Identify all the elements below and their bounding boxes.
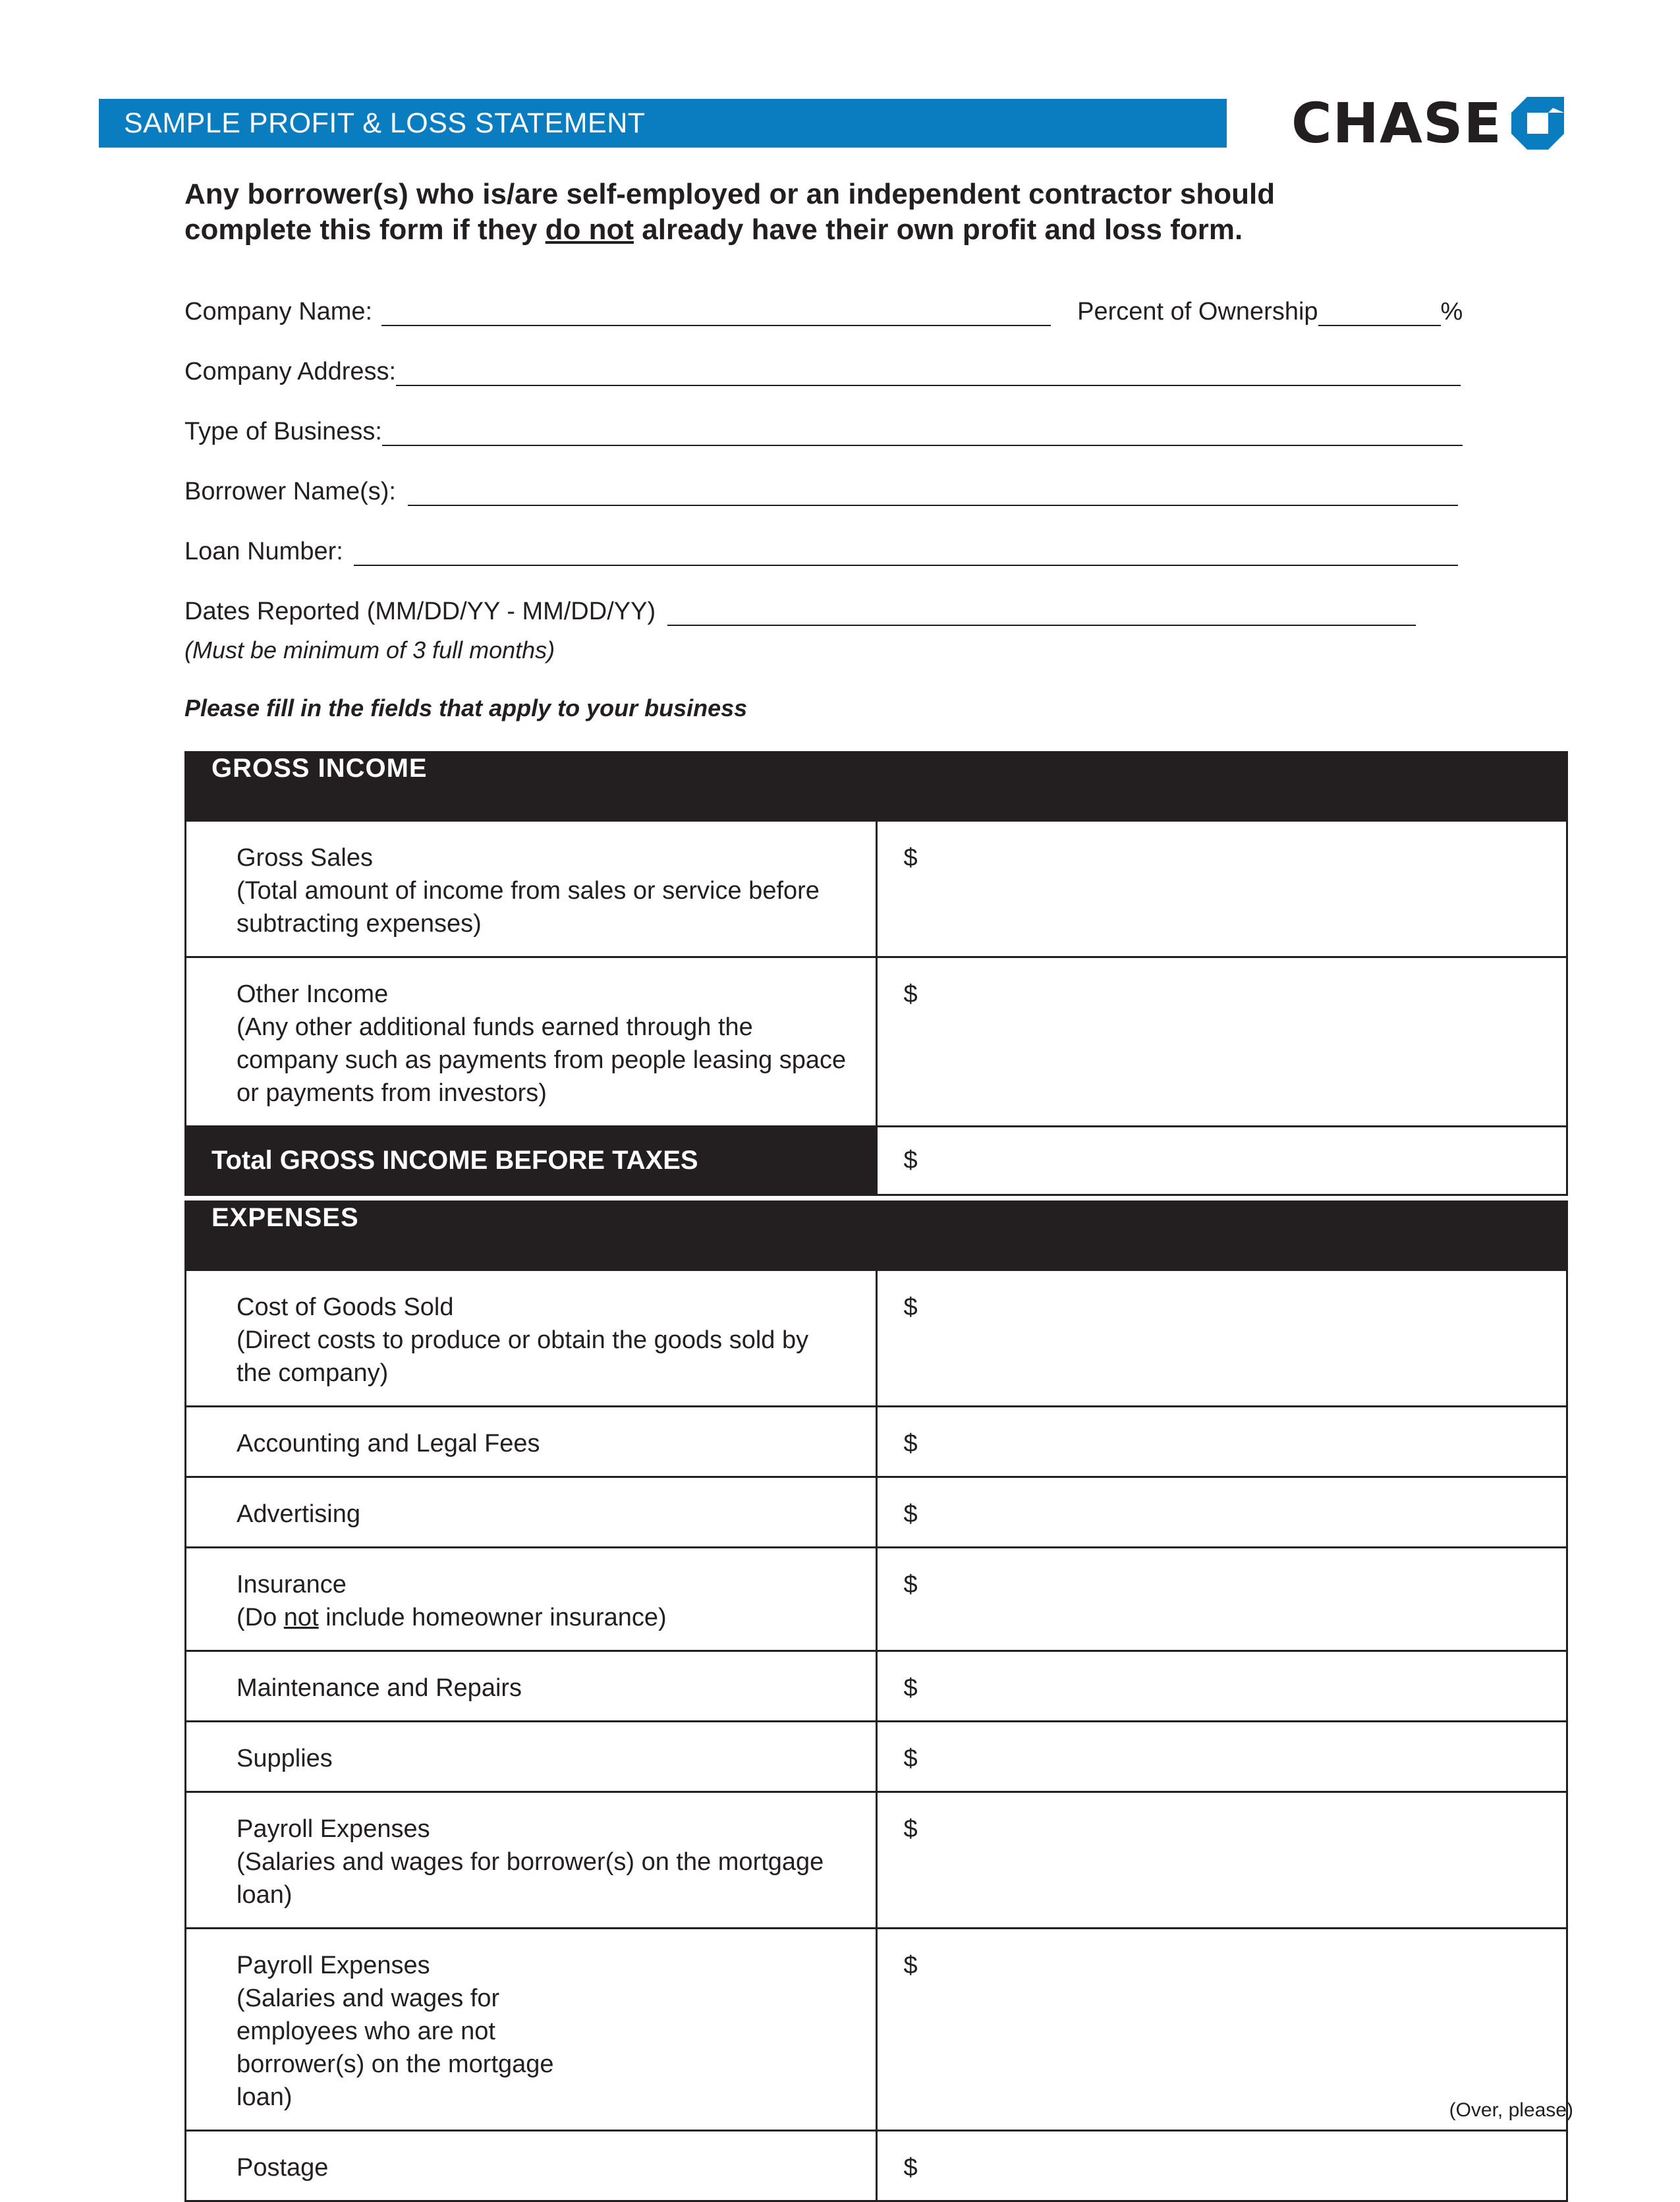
intro-line-1: Any borrower(s) who is/are self-employed or an independent contractor should — [184, 178, 1275, 210]
company-address-label: Company Address: — [184, 358, 397, 385]
table-row — [186, 1651, 1567, 1722]
currency-symbol: $ — [903, 2154, 918, 2182]
gross-income-table — [184, 751, 1568, 1196]
percent-sign: % — [1440, 298, 1463, 325]
loan-number-input[interactable] — [354, 542, 1458, 566]
expenses-header-row — [186, 1202, 1567, 1270]
currency-symbol: $ — [903, 1571, 918, 1598]
row-description: (Total amount of income from sales or service before subtracting expenses) — [237, 877, 820, 938]
maintenance-label-cell — [186, 1651, 877, 1722]
payroll-borrowers-label-cell — [186, 1792, 877, 1929]
payroll-borrowers-amount-field[interactable] — [876, 1792, 1567, 1929]
company-address-field — [184, 358, 1461, 386]
gross-sales-amount-field[interactable] — [876, 821, 1567, 957]
row-description: (Direct costs to produce or obtain the goods sold by the company) — [237, 1326, 809, 1387]
currency-symbol: $ — [903, 980, 918, 1008]
company-name-label: Company Name: — [184, 298, 373, 325]
company-name-input[interactable] — [381, 302, 1051, 326]
gross-income-header-row — [186, 752, 1567, 821]
row-title: Cost of Goods Sold — [237, 1293, 454, 1321]
table-row — [186, 1548, 1567, 1651]
company-name-field — [184, 298, 1463, 326]
borrower-names-label: Borrower Name(s): — [184, 478, 396, 505]
currency-symbol: $ — [903, 1146, 918, 1174]
advertising-amount-field[interactable] — [876, 1477, 1567, 1548]
dates-reported-input[interactable] — [667, 602, 1416, 626]
loan-number-field — [184, 538, 1458, 566]
form-title-banner — [99, 99, 1227, 148]
currency-symbol: $ — [903, 1674, 918, 1702]
expenses-table — [184, 1200, 1568, 2202]
expenses-heading: EXPENSES — [186, 1202, 1567, 1270]
row-title: Accounting and Legal Fees — [237, 1430, 540, 1457]
insurance-amount-field[interactable] — [876, 1548, 1567, 1651]
row-title: Insurance — [237, 1571, 347, 1598]
table-row — [186, 1792, 1567, 1929]
row-description: (Salaries and wages for borrower(s) on the mortgage loan) — [237, 1848, 824, 1909]
percent-ownership-input[interactable] — [1318, 302, 1441, 326]
other-income-amount-field[interactable] — [876, 957, 1567, 1127]
payroll-employees-label-cell — [186, 1929, 877, 2131]
other-income-label-cell — [186, 957, 877, 1127]
currency-symbol: $ — [903, 1500, 918, 1528]
table-row — [186, 1407, 1567, 1477]
currency-symbol: $ — [903, 844, 918, 872]
dates-reported-label: Dates Reported (MM/DD/YY - MM/DD/YY) — [184, 598, 656, 625]
percent-ownership-label: Percent of Ownership — [1077, 298, 1318, 325]
currency-symbol: $ — [903, 1952, 918, 1979]
row-description: (Any other additional funds earned through the company such as payments from people leasing space or payments from investors) — [237, 1013, 847, 1107]
currency-symbol: $ — [903, 1745, 918, 1772]
type-of-business-label: Type of Business: — [184, 418, 382, 445]
table-row — [186, 1722, 1567, 1792]
intro-underlined: do not — [545, 213, 634, 246]
currency-symbol: $ — [903, 1293, 918, 1321]
postage-amount-field[interactable] — [876, 2131, 1567, 2201]
insurance-underlined: not — [283, 1604, 319, 1631]
form-title: SAMPLE PROFIT & LOSS STATEMENT — [124, 107, 646, 139]
row-title: Payroll Expenses — [237, 1815, 430, 1843]
row-title: Advertising — [237, 1500, 360, 1528]
cost-of-goods-amount-field[interactable] — [876, 1270, 1567, 1407]
supplies-label-cell — [186, 1722, 877, 1792]
accounting-legal-amount-field[interactable] — [876, 1407, 1567, 1477]
loan-number-label: Loan Number: — [184, 538, 343, 565]
row-title: Supplies — [237, 1745, 333, 1772]
postage-label-cell — [186, 2131, 877, 2201]
row-description: (Salaries and wages for employees who are not borrower(s) on the mortgage loan) — [237, 1985, 554, 2111]
advertising-label-cell — [186, 1477, 877, 1548]
cost-of-goods-label-cell — [186, 1270, 877, 1407]
supplies-amount-field[interactable] — [876, 1722, 1567, 1792]
row-title: Other Income — [237, 980, 389, 1008]
row-description: (Do not include homeowner insurance) — [237, 1604, 667, 1631]
total-gross-income-label: Total GROSS INCOME BEFORE TAXES — [186, 1127, 877, 1195]
type-of-business-input[interactable] — [382, 422, 1463, 446]
row-title: Payroll Expenses — [237, 1952, 430, 1979]
row-title: Gross Sales — [237, 844, 373, 872]
gross-income-heading: GROSS INCOME — [186, 752, 1567, 821]
total-row — [186, 1127, 1567, 1195]
intro-text — [184, 177, 1502, 248]
currency-symbol: $ — [903, 1815, 918, 1843]
chase-logo — [1291, 91, 1575, 155]
table-row — [186, 821, 1567, 957]
borrower-names-input[interactable] — [408, 482, 1458, 506]
row-title: Maintenance and Repairs — [237, 1674, 522, 1702]
table-row — [186, 1929, 1567, 2131]
total-gross-income-amount-field[interactable] — [876, 1127, 1567, 1195]
maintenance-amount-field[interactable] — [876, 1651, 1567, 1722]
table-row — [186, 1477, 1567, 1548]
company-address-input[interactable] — [396, 362, 1461, 386]
type-of-business-field — [184, 418, 1463, 446]
intro-line-2: complete this form if they do not already have their own profit and loss form. — [184, 213, 1243, 246]
currency-symbol: $ — [903, 1430, 918, 1457]
gross-sales-label-cell — [186, 821, 877, 957]
dates-reported-field — [184, 598, 1416, 626]
chase-octagon-icon — [1511, 97, 1564, 150]
insurance-label-cell — [186, 1548, 877, 1651]
table-row — [186, 957, 1567, 1127]
table-row — [186, 1270, 1567, 1407]
dates-note: (Must be minimum of 3 full months) — [184, 636, 555, 663]
over-please-note: (Over, please) — [1449, 2099, 1573, 2121]
borrower-names-field — [184, 478, 1458, 506]
accounting-legal-label-cell — [186, 1407, 877, 1477]
table-row — [186, 2131, 1567, 2201]
fill-instruction: Please fill in the fields that apply to your business — [184, 694, 748, 721]
row-title: Postage — [237, 2154, 329, 2182]
chase-wordmark: CHASE — [1291, 91, 1502, 155]
